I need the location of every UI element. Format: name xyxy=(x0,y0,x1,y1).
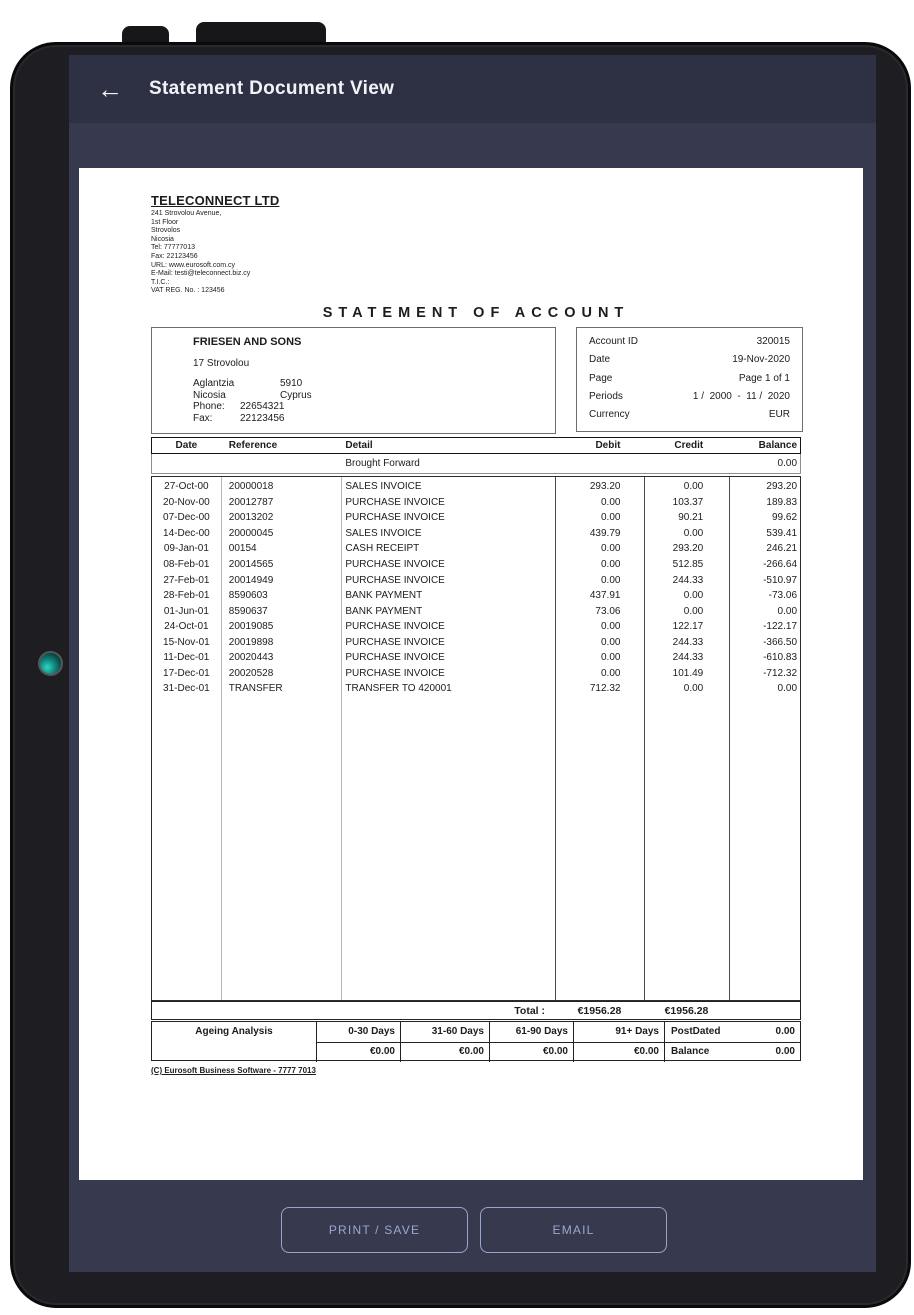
cell-credit: 0.00 xyxy=(683,683,704,695)
column-divider xyxy=(729,477,730,1000)
cell-credit: 101.49 xyxy=(672,667,704,679)
account-info-row xyxy=(589,336,790,347)
table-row xyxy=(152,541,800,557)
cell-detail: TRANSFER TO 420001 xyxy=(345,683,452,695)
cell-date: 20-Nov-00 xyxy=(163,496,210,508)
cell-detail: PURCHASE INVOICE xyxy=(345,621,445,633)
cell-date: 24-Oct-01 xyxy=(164,621,209,633)
cell-date: 28-Feb-01 xyxy=(163,590,210,602)
cell-credit: 0.00 xyxy=(683,527,704,539)
cell-reference: 20014949 xyxy=(228,574,274,586)
cell-reference: 8590637 xyxy=(228,605,268,617)
cell-date: 27-Oct-00 xyxy=(164,481,209,493)
cell-date: 17-Dec-01 xyxy=(163,667,210,679)
cell-debit: 73.06 xyxy=(595,605,621,617)
ageing-column-header: 31-60 Days xyxy=(401,1022,490,1042)
column-divider xyxy=(644,477,645,1000)
company-address-line: E-Mail: testi@teleconnect.biz.cy xyxy=(151,270,251,278)
cell-reference: 20019085 xyxy=(228,621,274,633)
cell-balance: 539.41 xyxy=(766,527,798,539)
account-info-label: Currency xyxy=(589,409,630,420)
brought-forward-label: Brought Forward xyxy=(345,458,420,469)
cell-debit: 0.00 xyxy=(600,512,621,524)
cell-credit: 122.17 xyxy=(672,621,704,633)
account-info-value: 19-Nov-2020 xyxy=(732,354,790,366)
postdated-label: PostDated xyxy=(671,1026,721,1037)
cell-debit: 0.00 xyxy=(600,667,621,679)
table-row xyxy=(152,588,800,604)
statement-document xyxy=(79,168,863,1180)
cell-date: 01-Jun-01 xyxy=(163,605,209,617)
total-credit: €1956.28 xyxy=(664,1004,709,1017)
account-info-value: 320015 xyxy=(756,336,790,347)
cell-date: 11-Dec-01 xyxy=(163,652,210,664)
cell-detail: SALES INVOICE xyxy=(345,527,422,539)
cell-detail: BANK PAYMENT xyxy=(345,605,423,617)
table-row xyxy=(152,666,800,682)
cell-date: 27-Feb-01 xyxy=(163,574,210,586)
column-divider xyxy=(341,477,342,1000)
cell-balance: -122.17 xyxy=(763,621,798,633)
cell-debit: 0.00 xyxy=(600,543,621,555)
customer-city: Aglantzia xyxy=(193,378,235,389)
cell-detail: PURCHASE INVOICE xyxy=(345,636,445,648)
app-header xyxy=(69,55,876,123)
cell-detail: SALES INVOICE xyxy=(345,481,422,493)
company-address-block xyxy=(151,210,250,296)
cell-date: 31-Dec-01 xyxy=(163,683,210,695)
table-row xyxy=(152,603,800,619)
cell-reference: 8590603 xyxy=(228,590,268,602)
company-address-line: VAT REG. No. : 123456 xyxy=(151,287,225,295)
table-row xyxy=(152,526,800,542)
cell-debit: 0.00 xyxy=(600,574,621,586)
cell-debit: 0.00 xyxy=(600,621,621,633)
account-info-box xyxy=(576,327,803,432)
cell-credit: 103.37 xyxy=(672,496,704,508)
document-footer: (C) Eurosoft Business Software - 7777 7013 xyxy=(151,1066,316,1075)
customer-fax-label: Fax: xyxy=(193,412,213,424)
cell-credit: 0.00 xyxy=(683,605,704,617)
company-address-line: Nicosia xyxy=(151,235,174,243)
col-header-credit: Credit xyxy=(674,440,704,451)
statement-title: STATEMENT OF ACCOUNT xyxy=(322,305,630,321)
cell-credit: 244.33 xyxy=(672,574,704,586)
ageing-column-value: €0.00 xyxy=(317,1042,401,1062)
ageing-balance-label: Balance xyxy=(671,1046,710,1057)
customer-address1: 17 Strovolou xyxy=(193,358,250,369)
col-header-balance: Balance xyxy=(758,440,798,451)
col-header-debit: Debit xyxy=(595,440,621,451)
ageing-column-value: €0.00 xyxy=(574,1042,665,1062)
account-info-row xyxy=(589,354,790,365)
cell-balance: 0.00 xyxy=(777,683,798,695)
customer-postcode: 5910 xyxy=(280,378,303,389)
account-info-row xyxy=(589,391,790,402)
cell-credit: 0.00 xyxy=(683,590,704,602)
cell-detail: PURCHASE INVOICE xyxy=(345,652,445,664)
table-row xyxy=(152,479,800,495)
cell-debit: 437.91 xyxy=(589,590,621,602)
cell-reference: 00154 xyxy=(228,543,257,555)
cell-credit: 90.21 xyxy=(678,512,704,524)
cell-balance: -610.83 xyxy=(763,652,798,664)
cell-date: 15-Nov-01 xyxy=(163,636,210,648)
cell-date: 07-Dec-00 xyxy=(163,512,210,524)
cell-credit: 293.20 xyxy=(672,543,704,555)
ageing-column-header: 61-90 Days xyxy=(490,1022,574,1042)
cell-detail: PURCHASE INVOICE xyxy=(345,667,445,679)
cell-reference: 20013202 xyxy=(228,512,274,524)
cell-detail: CASH RECEIPT xyxy=(345,543,420,555)
customer-town: Nicosia xyxy=(193,389,226,401)
brought-forward-balance: 0.00 xyxy=(777,458,798,469)
cell-balance: 189.83 xyxy=(766,496,798,508)
cell-debit: 0.00 xyxy=(600,652,621,664)
account-info-value: 1 / 2000 - 11 / 2020 xyxy=(692,390,790,402)
cell-date: 14-Dec-00 xyxy=(163,527,210,539)
total-row xyxy=(151,1001,801,1020)
ageing-balance-row xyxy=(665,1042,800,1062)
table-row xyxy=(152,650,800,666)
table-row xyxy=(152,681,800,697)
cell-debit: 712.32 xyxy=(589,683,621,695)
table-row xyxy=(152,495,800,511)
table-body xyxy=(151,476,801,1001)
cell-balance: 293.20 xyxy=(766,481,798,493)
cell-balance: -712.32 xyxy=(763,667,798,679)
cell-reference: 20012787 xyxy=(228,496,274,508)
account-info-label: Periods xyxy=(589,390,623,402)
cell-balance: -266.64 xyxy=(763,559,798,570)
company-address-line: 1st Floor xyxy=(151,218,179,226)
cell-detail: PURCHASE INVOICE xyxy=(345,574,445,586)
ageing-analysis-table xyxy=(151,1021,801,1061)
ageing-title: Ageing Analysis xyxy=(152,1022,317,1062)
ageing-column-header: 0-30 Days xyxy=(317,1022,401,1042)
cell-balance: -366.50 xyxy=(763,636,798,648)
col-header-reference: Reference xyxy=(228,440,278,451)
table-header-row xyxy=(151,437,801,454)
customer-phone-label: Phone: xyxy=(193,401,225,412)
company-address-line: T.I.C.: xyxy=(151,278,170,286)
col-header-date: Date xyxy=(175,440,198,451)
customer-name: FRIESEN AND SONS xyxy=(193,336,302,348)
col-header-detail: Detail xyxy=(345,440,373,451)
table-row xyxy=(152,557,800,573)
cell-credit: 0.00 xyxy=(683,481,704,493)
account-info-label: Date xyxy=(589,354,611,366)
cell-date: 09-Jan-01 xyxy=(163,543,209,555)
cell-credit: 512.85 xyxy=(672,559,704,570)
total-label: Total : xyxy=(514,1004,545,1017)
cell-balance: 246.21 xyxy=(766,543,798,555)
ageing-column-value: €0.00 xyxy=(490,1042,574,1062)
ageing-column-header: 91+ Days xyxy=(574,1022,665,1042)
table-row xyxy=(152,572,800,588)
front-camera xyxy=(38,651,63,676)
ageing-balance-value: 0.00 xyxy=(775,1046,795,1057)
cell-date: 08-Feb-01 xyxy=(163,559,210,570)
cell-debit: 0.00 xyxy=(600,559,621,570)
customer-country: Cyprus xyxy=(280,389,312,401)
print-save-button[interactable]: PRINT / SAVE xyxy=(281,1207,468,1253)
account-info-row xyxy=(589,373,790,384)
cell-reference: 20014565 xyxy=(228,559,274,570)
cell-detail: PURCHASE INVOICE xyxy=(345,512,445,524)
column-divider xyxy=(221,477,222,1000)
ageing-column-value: €0.00 xyxy=(401,1042,490,1062)
account-info-label: Account ID xyxy=(589,336,638,347)
cell-detail: PURCHASE INVOICE xyxy=(345,496,445,508)
account-info-row xyxy=(589,409,790,420)
customer-phone: 22654321 xyxy=(240,401,285,412)
column-divider xyxy=(555,477,556,1000)
postdated-value: 0.00 xyxy=(775,1026,795,1037)
cell-debit: 439.79 xyxy=(589,527,621,539)
cell-debit: 0.00 xyxy=(600,636,621,648)
page-title: Statement Document View xyxy=(149,78,395,99)
table-row xyxy=(152,619,800,635)
cell-reference: 20019898 xyxy=(228,636,274,648)
account-info-value: EUR xyxy=(768,409,790,420)
email-button[interactable]: EMAIL xyxy=(480,1207,667,1253)
customer-fax: 22123456 xyxy=(240,412,285,424)
company-name: TELECONNECT LTD xyxy=(151,193,280,208)
cell-reference: TRANSFER xyxy=(228,683,283,695)
account-info-value: Page 1 of 1 xyxy=(738,372,790,384)
account-info-label: Page xyxy=(589,372,613,384)
customer-box xyxy=(151,327,556,434)
cell-debit: 293.20 xyxy=(589,481,621,493)
cell-credit: 244.33 xyxy=(672,636,704,648)
company-address-line: Tel: 77777013 xyxy=(151,244,195,252)
brought-forward-row xyxy=(151,454,801,474)
company-address-line: Strovolos xyxy=(151,227,181,235)
cell-reference: 20020443 xyxy=(228,652,274,664)
app-screen xyxy=(69,55,876,1272)
cell-reference: 20000045 xyxy=(228,527,274,539)
table-row xyxy=(152,634,800,650)
total-debit: €1956.28 xyxy=(577,1004,622,1017)
cell-reference: 20000018 xyxy=(228,481,274,493)
back-arrow-icon[interactable]: ← xyxy=(97,74,123,104)
company-address-line: 241 Strovolou Avenue, xyxy=(151,210,222,217)
cell-debit: 0.00 xyxy=(600,496,621,508)
cell-balance: -510.97 xyxy=(763,574,798,586)
ageing-postdated-row xyxy=(665,1022,800,1042)
cell-detail: BANK PAYMENT xyxy=(345,590,423,602)
company-address-line: Fax: 22123456 xyxy=(151,252,198,260)
company-address-line: URL: www.eurosoft.com.cy xyxy=(151,261,236,269)
cell-reference: 20020528 xyxy=(228,667,274,679)
table-row xyxy=(152,510,800,526)
cell-balance: -73.06 xyxy=(768,590,798,602)
cell-detail: PURCHASE INVOICE xyxy=(345,559,445,570)
cell-balance: 99.62 xyxy=(771,512,798,524)
cell-credit: 244.33 xyxy=(672,652,704,664)
cell-balance: 0.00 xyxy=(777,605,798,617)
